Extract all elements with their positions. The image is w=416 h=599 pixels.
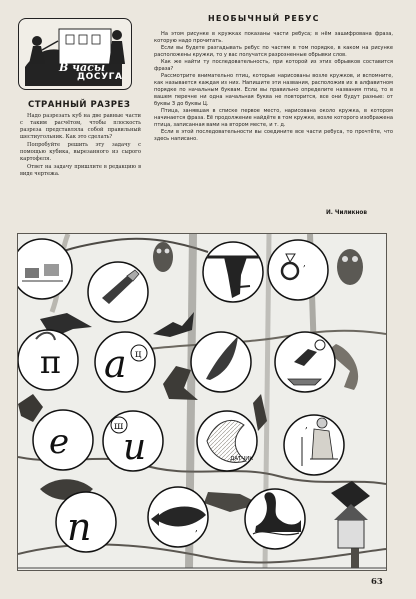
column-logo xyxy=(18,18,132,90)
right-paragraph-6: Если в этой последовательности вы соедините все части ребуса, то прочтёте, что здесь написано. xyxy=(154,129,393,142)
rebus-circle-14 xyxy=(148,487,208,547)
right-article-body xyxy=(154,31,393,143)
rebus-letter-ts: ц xyxy=(135,349,142,360)
rebus-illustration xyxy=(17,233,387,571)
right-paragraph-2: Если вы будете разгадывать ребус по частям в том порядке, в каком на рисунке расположены кружки, то у вас получатся разрозненные обрывки слов. xyxy=(154,45,393,58)
svg-text:,: , xyxy=(305,421,308,431)
rebus-letter-p-bottom: п xyxy=(67,505,92,549)
right-paragraph-5: Птица, занявшая в списке первое место, нарисована около кружка, в котором начинается фраза. Её продолжение найдёте в том кружке, возле которого изображена птица, записанная вами на втором месте, и т. д. xyxy=(154,108,393,128)
left-article-body xyxy=(20,113,141,179)
rebus-circle-15 xyxy=(245,489,305,549)
right-paragraph-1: На этом рисунке в кружках показаны части ребуса; в нём зашифрована фраза, которую надо прочитать. xyxy=(154,31,393,44)
rebus-circle-7 xyxy=(191,332,251,392)
right-paragraph-4: Рассмотрите внимательно птиц, которые нарисованы возле кружков, и вспомните, как называется каждая из них. Напишите эти названия, расположив их в алфавитном порядке по начальным буквам. Если вы правильно определите названия птиц, то в вашем перечне ни одна начальная буква не повторится, все они будут разные: от буквы З до буквы Ц. xyxy=(154,73,393,107)
rebus-circle-3 xyxy=(203,242,263,302)
left-paragraph-2: Попробуйте решить эту задачу с помощью кубика, вырезанного из сырого картофеля. xyxy=(20,142,141,162)
right-article-title: НЕОБЫЧНЫЙ РЕБУС xyxy=(208,14,320,23)
rebus-letter-e: е xyxy=(49,422,70,462)
owl-bird-right xyxy=(337,249,363,285)
rebus-circle-4 xyxy=(268,240,328,300)
left-paragraph-3: Ответ на задачу пришлите в редакцию в виде чертежа. xyxy=(20,164,141,177)
rebus-circle-1 xyxy=(18,239,72,299)
rebus-circle-5 xyxy=(18,330,78,390)
rebus-circle-9 xyxy=(33,410,93,470)
left-paragraph-1: Надо разрезать куб на две равные части с таким расчётом, чтобы плоскость разреза представляла собой правильный шестиугольник. Как это сделать? xyxy=(20,113,141,140)
svg-text:,: , xyxy=(303,259,306,269)
logo-block-text: ДОСУГА xyxy=(77,72,123,82)
rebus-circle-12 xyxy=(284,415,344,475)
logo-script-text: В часы xyxy=(59,61,106,74)
rebus-letter-a: а xyxy=(104,342,127,386)
rebus-letter-sh: ш xyxy=(114,421,124,432)
rebus-circle-11 xyxy=(197,411,257,471)
owl-bird-left xyxy=(153,242,173,272)
rebus-circle-6 xyxy=(95,332,155,392)
rebus-circle-13 xyxy=(56,492,116,552)
rebus-letter-p-top: п xyxy=(40,343,62,381)
rebus-circle-8 xyxy=(275,332,335,392)
left-article-title: СТРАННЫЙ РАЗРЕЗ xyxy=(28,100,131,110)
rebus-small-text: ДАТЧИК xyxy=(230,456,254,462)
svg-text:,: , xyxy=(195,524,198,534)
rebus-circle-2 xyxy=(88,262,148,322)
page-number: 63 xyxy=(371,577,383,587)
right-paragraph-3: Как же найти ту последовательность, при которой из этих обрывков составится фраза? xyxy=(154,59,393,72)
rebus-drawing xyxy=(18,234,386,570)
rebus-letter-i: и xyxy=(123,427,147,468)
rebus-circle-10 xyxy=(103,411,163,471)
article-author: И. Чиликнов xyxy=(326,210,367,216)
